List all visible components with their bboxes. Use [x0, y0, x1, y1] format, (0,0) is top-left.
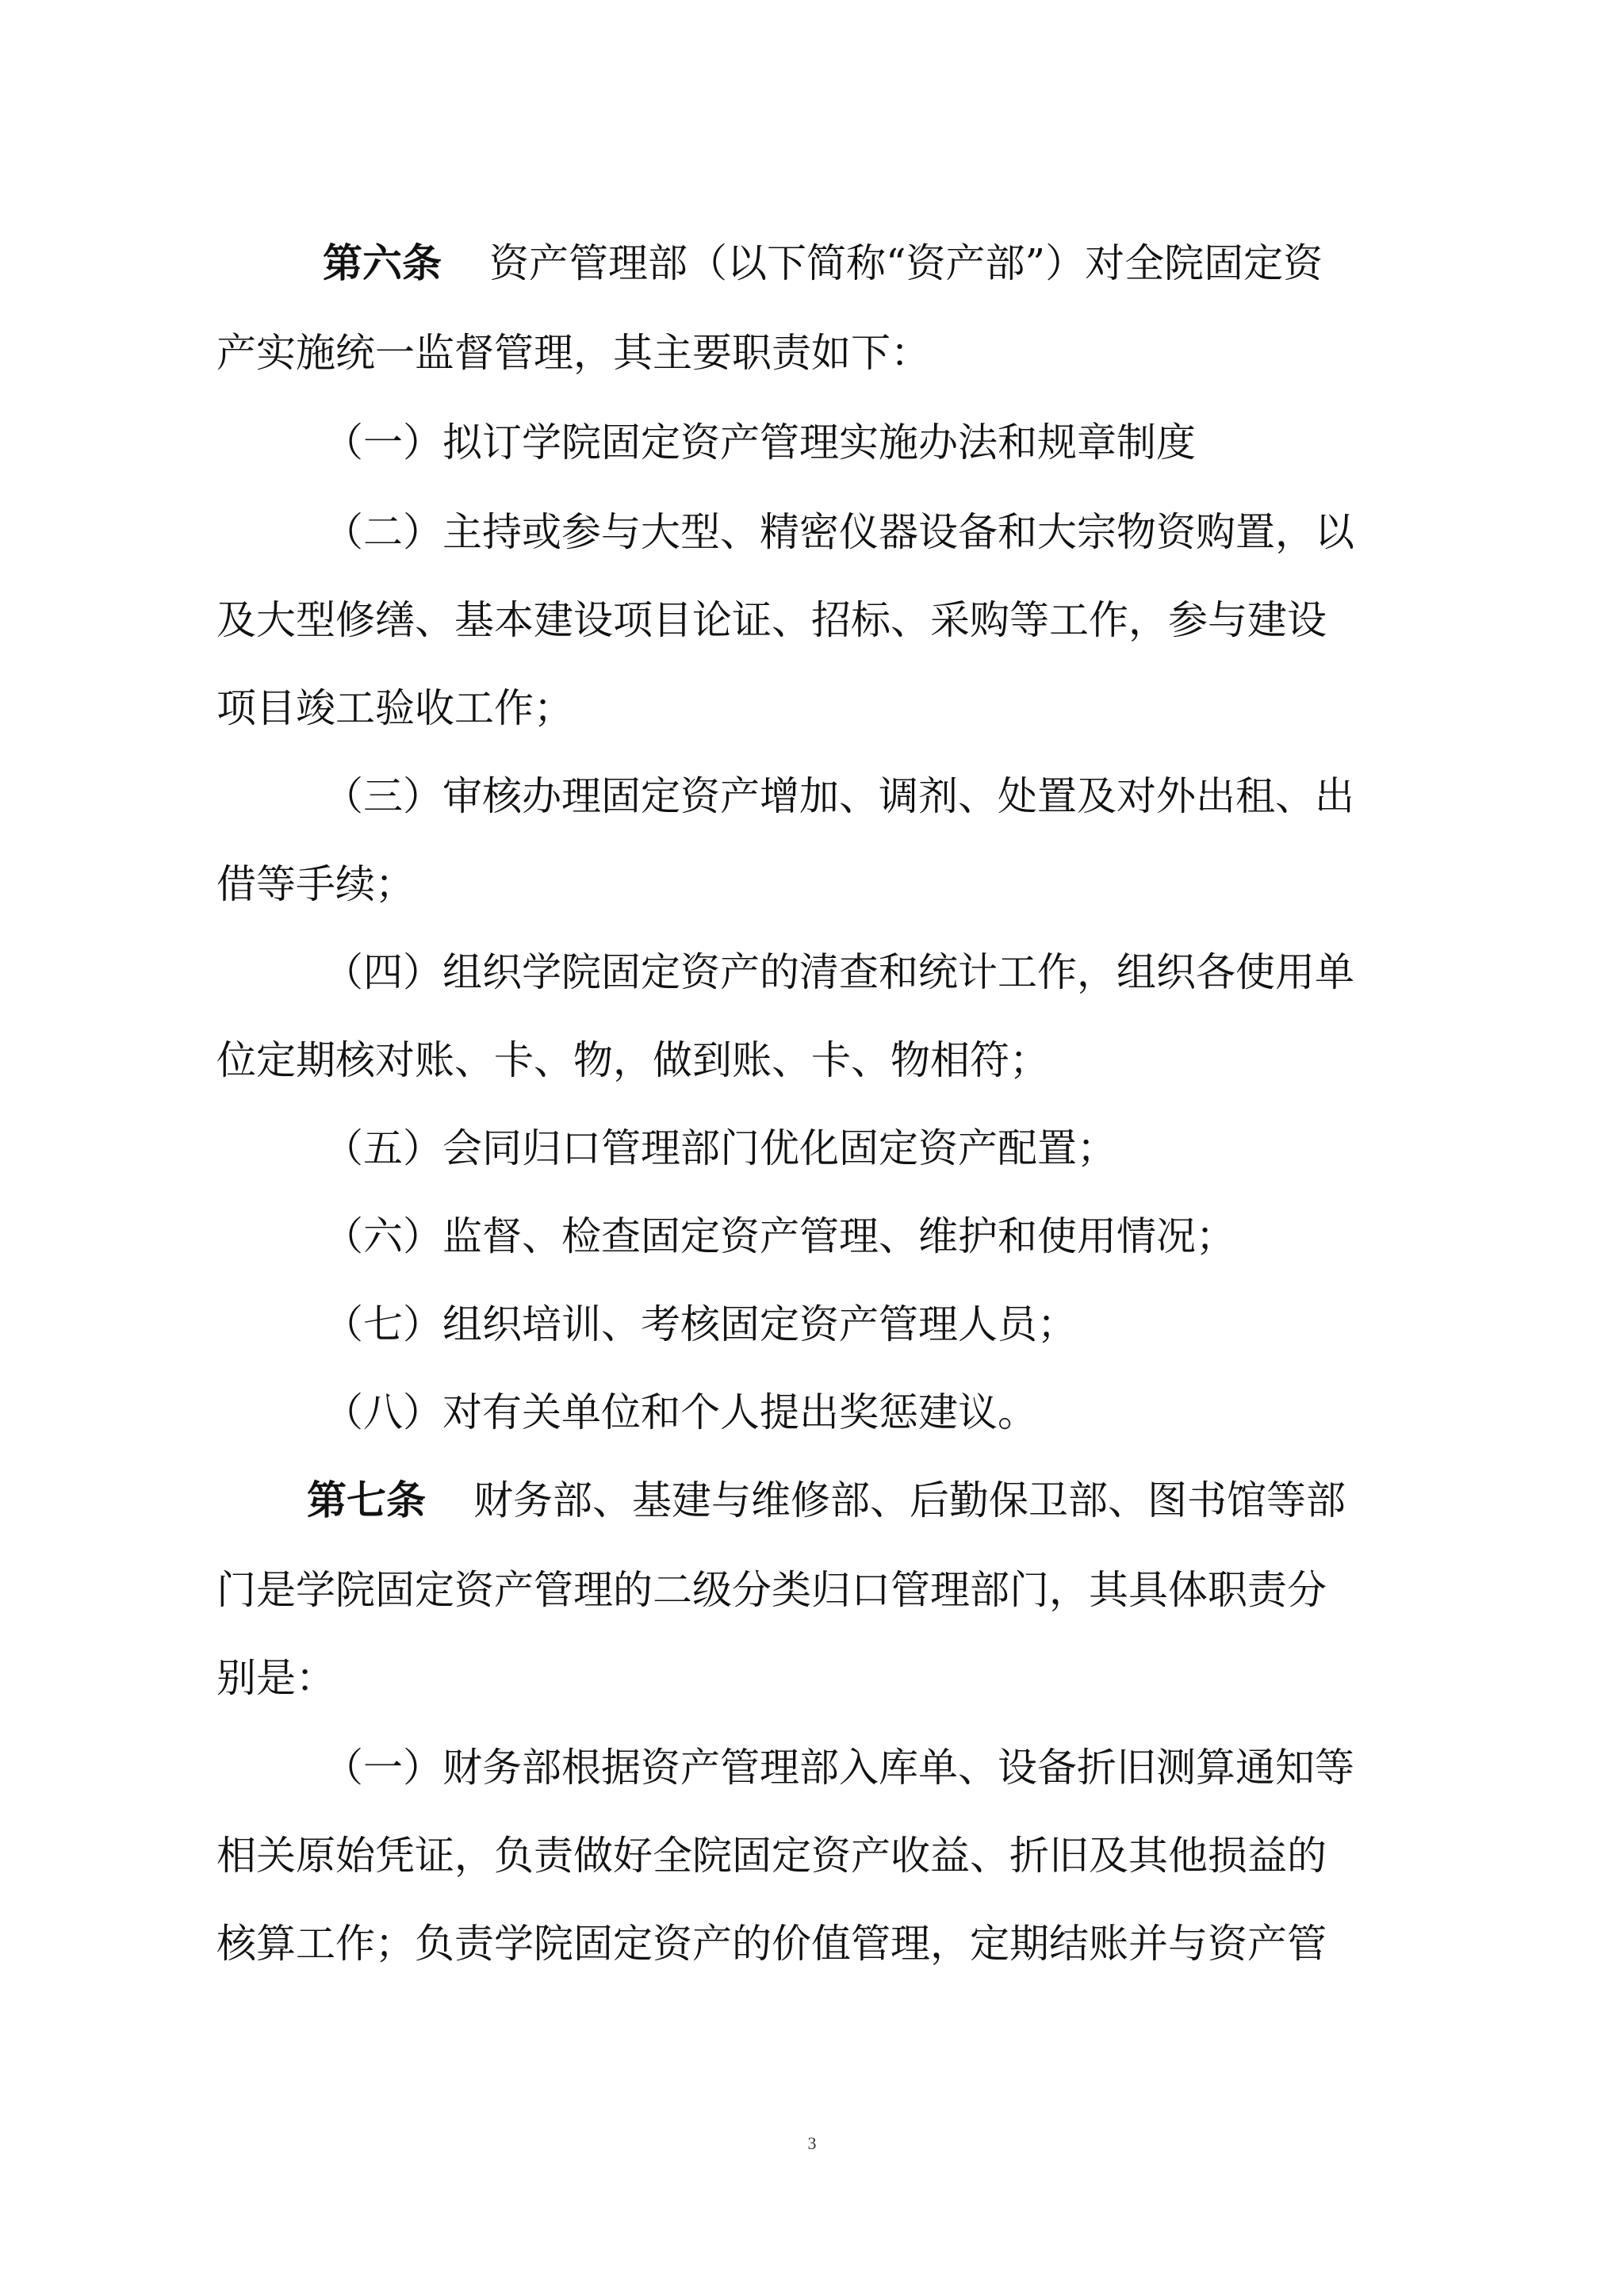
article-7-first-line [307, 1477, 1346, 1524]
article-7-text-line-3: 别是： [216, 1655, 335, 1701]
article-6-item-7: （七）组织培训、考核固定资产管理人员； [324, 1301, 1077, 1347]
article-6-item-4-line-1: （四）组织学院固定资产的清查和统计工作，组织各使用单 [324, 949, 1354, 995]
article-6-item-6: （六）监督、检查固定资产管理、维护和使用情况； [324, 1213, 1235, 1259]
page-number: 3 [807, 2133, 817, 2153]
article-6-item-5: （五）会同归口管理部门优化固定资产配置； [324, 1125, 1116, 1171]
article-6-item-3-line-2: 借等手续； [216, 861, 415, 907]
article-6-first-line [323, 239, 1323, 287]
article-6-item-2-line-3: 项目竣工验收工作； [216, 685, 573, 731]
article-6-text-line-2: 产实施统一监督管理，其主要职责如下： [216, 330, 930, 376]
article-6-item-2-line-1: （二）主持或参与大型、精密仪器设备和大宗物资购置，以 [324, 509, 1354, 555]
article-6-label: 第六条 [323, 239, 442, 286]
article-7-label: 第七条 [307, 1477, 426, 1523]
article-7-item-1-line-3: 核算工作；负责学院固定资产的价值管理，定期结账并与资产管 [216, 1921, 1327, 1967]
article-6-item-2-line-2: 及大型修缮、基本建设项目论证、招标、采购等工作，参与建设 [216, 597, 1327, 643]
article-7-item-1-line-2: 相关原始凭证，负责做好全院固定资产收益、折旧及其他损益的 [216, 1833, 1327, 1879]
article-6-text-line-1: 资产管理部（以下简称“资产部”）对全院固定资 [489, 240, 1323, 286]
article-7-item-1-line-1: （一）财务部根据资产管理部入库单、设备折旧测算通知等 [324, 1745, 1354, 1791]
article-6-item-8: （八）对有关单位和个人提出奖惩建议。 [324, 1389, 1037, 1435]
article-6-item-4-line-2: 位定期核对账、卡、物，做到账、卡、物相符； [216, 1037, 1049, 1083]
article-7-text-line-2: 门是学院固定资产管理的二级分类归口管理部门，其具体职责分 [216, 1567, 1327, 1613]
article-7-text-line-1: 财务部、基建与维修部、后勤保卫部、图书馆等部 [473, 1477, 1346, 1523]
article-6-item-1: （一）拟订学院固定资产管理实施办法和规章制度 [324, 420, 1196, 466]
article-6-item-3-line-1: （三）审核办理固定资产增加、调剂、处置及对外出租、出 [324, 773, 1354, 819]
